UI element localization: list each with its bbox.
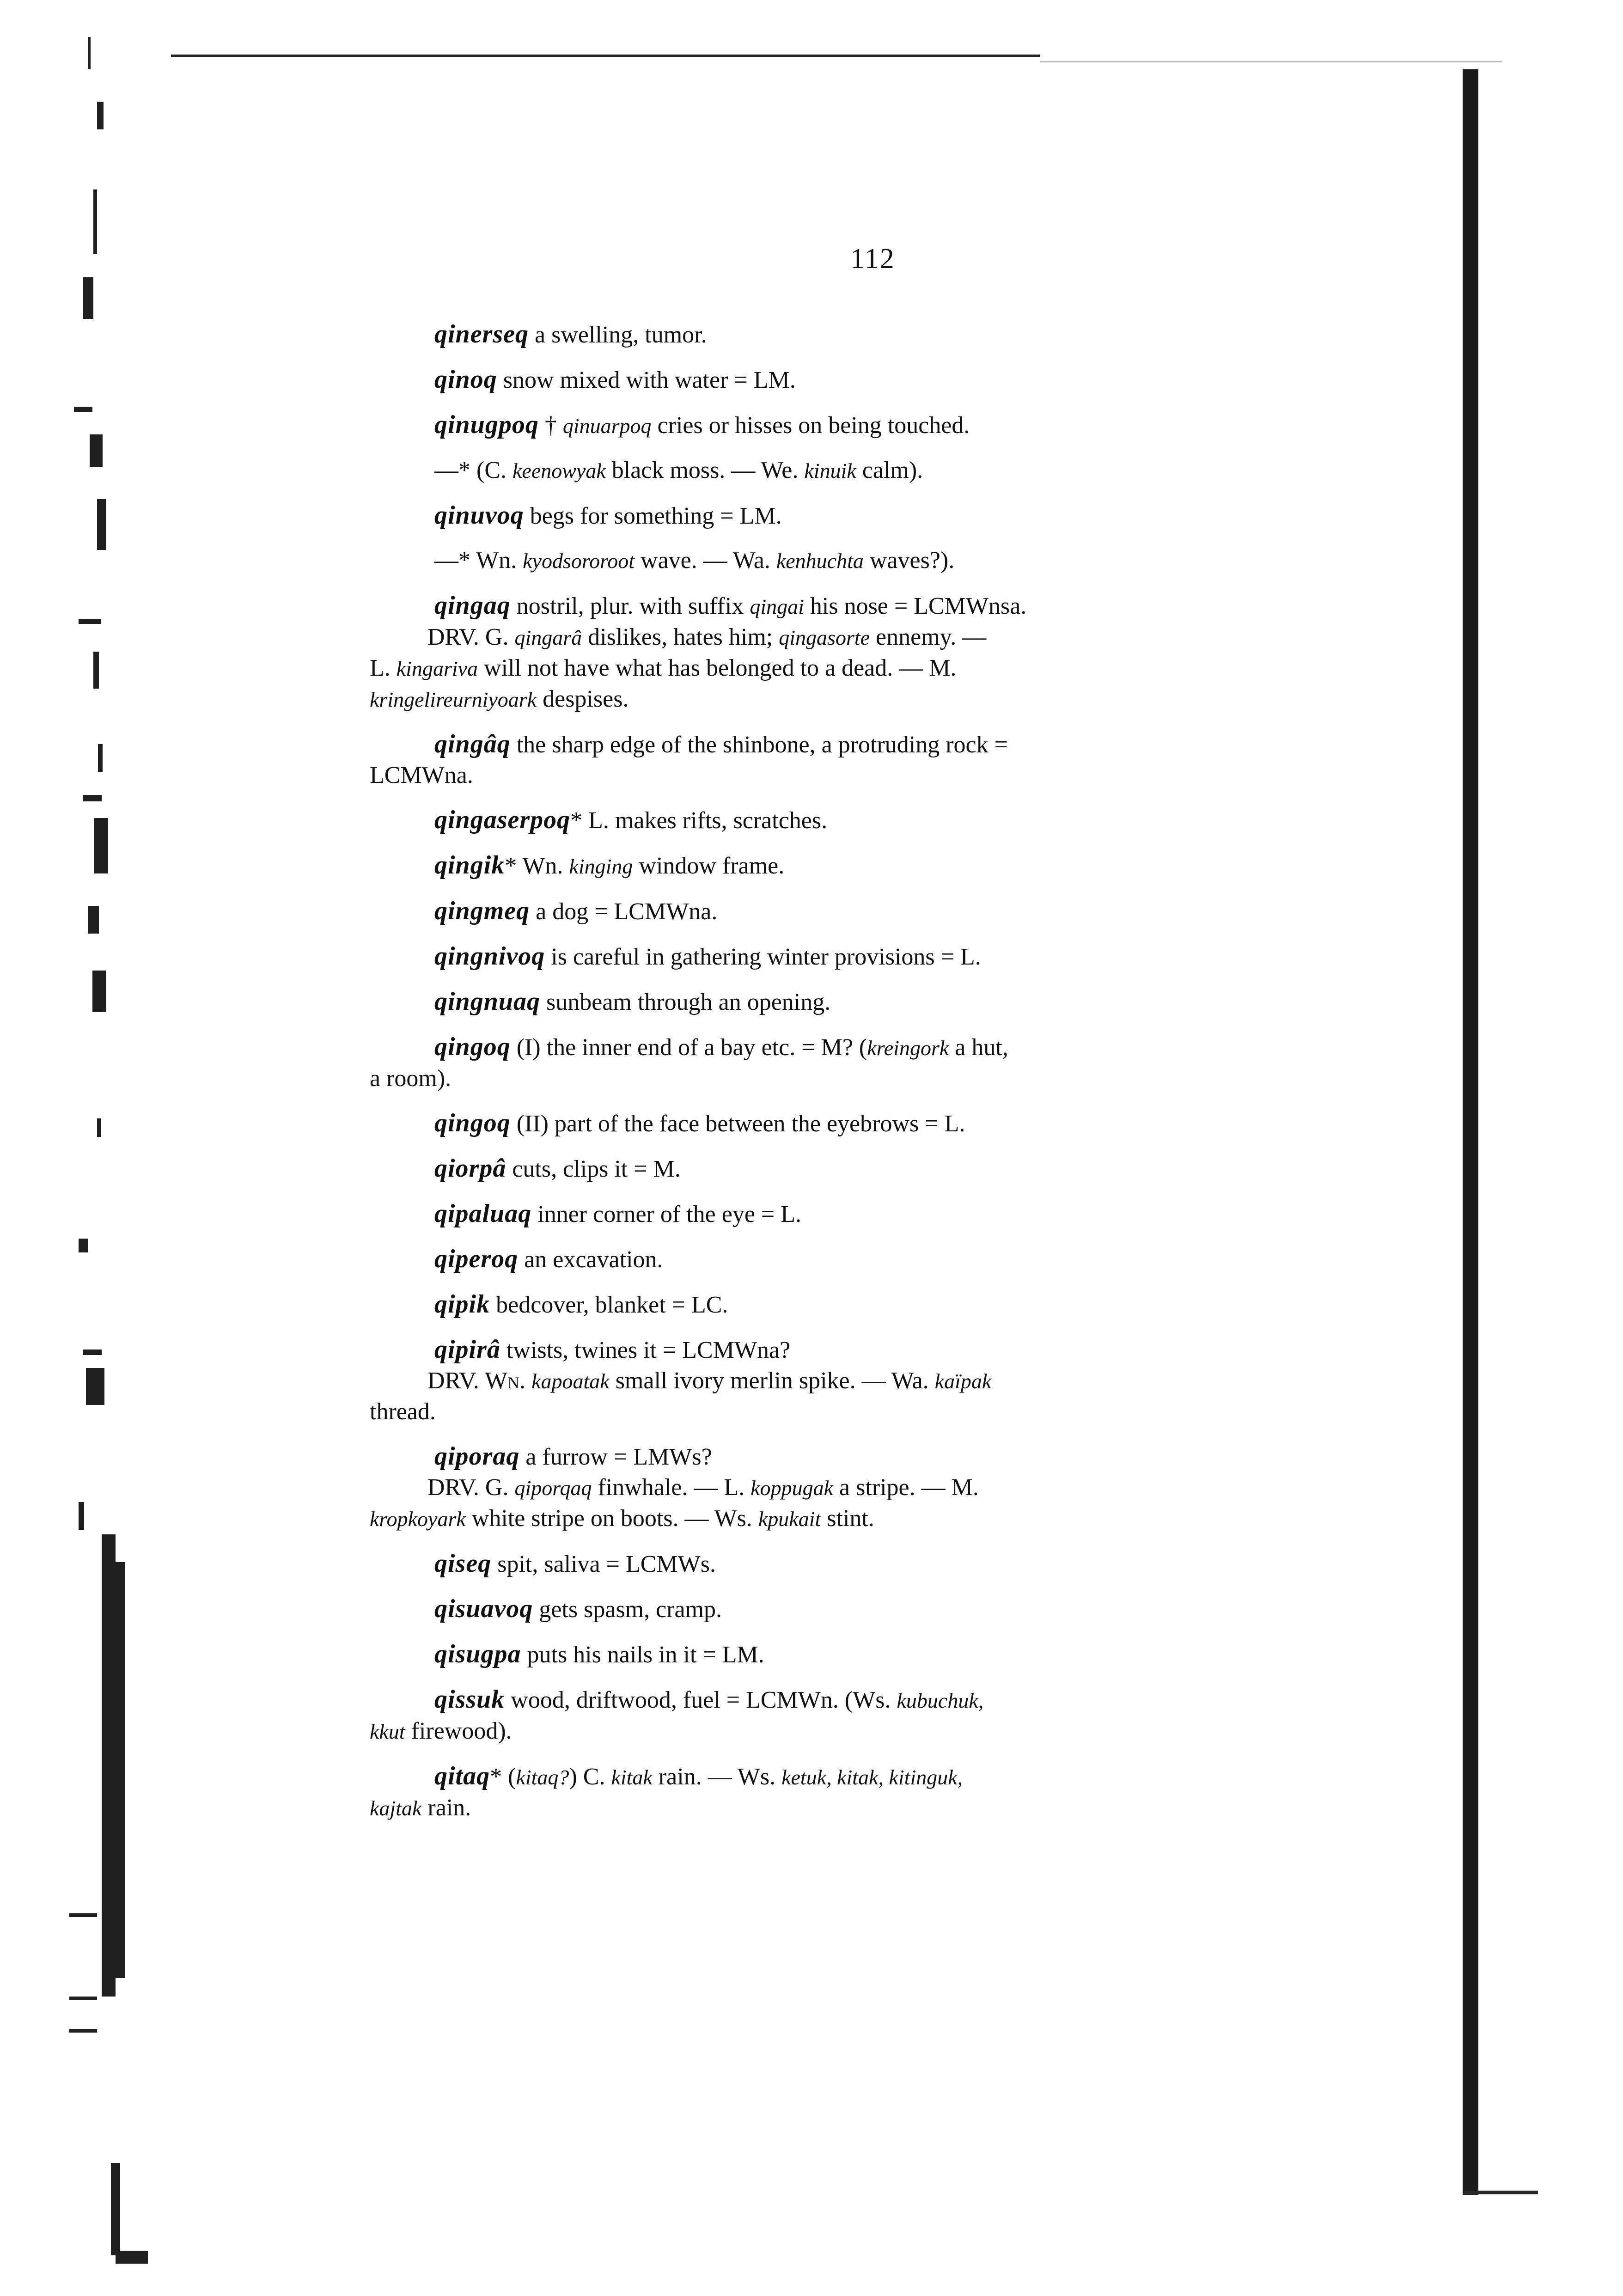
scan-noise-mark <box>97 102 104 129</box>
scan-noise-mark <box>93 652 99 689</box>
scan-right-edge-bar <box>1463 69 1478 2195</box>
derivation-text: DRV. G. <box>427 1474 515 1501</box>
note-text: waves?). <box>863 547 955 574</box>
dictionary-entry <box>434 1639 1322 1670</box>
dictionary-entry <box>434 1108 1322 1139</box>
cognate-form: kkut <box>370 1720 405 1743</box>
cognate-form: ketuk, kitak, kitinguk, <box>781 1765 963 1789</box>
derivation-text: ennemy. — <box>870 624 987 650</box>
scan-noise-mark <box>79 619 101 624</box>
cognate-form: kinging <box>569 855 633 878</box>
scan-noise-mark <box>92 971 106 1012</box>
headword: qingaq <box>434 591 511 620</box>
dictionary-entry <box>434 896 1322 927</box>
definition: nostril, plur. with suffix <box>516 593 750 619</box>
derivation-text: L. <box>370 655 397 681</box>
cognate-form: kenhuchta <box>776 549 864 573</box>
variant-form: kitaq? <box>516 1765 569 1789</box>
cognate-form: kubuchuk, <box>897 1689 984 1712</box>
scan-noise-mark <box>88 37 91 69</box>
dictionary-entry <box>370 1334 1322 1427</box>
definition: cuts, clips it = M. <box>512 1156 681 1182</box>
dictionary-entry <box>370 1761 1322 1824</box>
definition: (I) the inner end of a bay etc. = M? ( <box>516 1034 867 1061</box>
dictionary-entry <box>370 1684 1322 1747</box>
definition: a hut, <box>949 1034 1008 1061</box>
headword: qingoq <box>434 1032 511 1061</box>
cognate-form: kajtak <box>370 1796 422 1820</box>
scan-bottom-corner-mark <box>1464 2191 1538 2194</box>
scan-noise-mark <box>69 1913 97 1917</box>
definition: his nose = LCMWnsa. <box>804 593 1027 619</box>
scan-noise-mark <box>79 1239 88 1252</box>
dictionary-entry <box>434 1289 1322 1320</box>
scan-noise-mark <box>98 744 103 772</box>
scan-noise-mark <box>93 189 97 254</box>
cognate-form: kitak <box>611 1765 653 1789</box>
headword: qingik <box>434 851 505 879</box>
derivation-form: qingarâ <box>514 626 582 649</box>
dictionary-entry <box>434 805 1322 836</box>
dictionary-entry <box>434 500 1322 531</box>
dictionary-entry <box>434 319 1322 350</box>
scan-noise-mark <box>83 1350 102 1355</box>
headword: qinuvoq <box>434 501 524 530</box>
definition-continued: firewood). <box>405 1718 512 1744</box>
note-text: wave. — Wa. <box>635 547 776 574</box>
scan-top-rule <box>171 55 1040 57</box>
note-mark: * <box>570 807 583 834</box>
dictionary-entry <box>434 1244 1322 1275</box>
scan-left-edge-noise <box>69 37 162 2278</box>
scan-noise-mark <box>74 407 92 412</box>
dictionary-entry <box>434 409 1322 441</box>
definition: the sharp edge of the shinbone, a protruding rock = <box>516 732 1008 758</box>
scan-noise-mark <box>97 499 106 550</box>
scan-noise-mark <box>116 1562 125 1978</box>
definition: Wn. <box>522 853 569 879</box>
definition: an excavation. <box>524 1246 663 1273</box>
definition: wood, driftwood, fuel = LCMWn. (Ws. <box>511 1687 897 1713</box>
definition: gets spasm, cramp. <box>539 1596 722 1623</box>
dictionary-entry <box>434 455 1322 486</box>
derivation-text: small ivory merlin spike. — Wa. <box>609 1368 935 1394</box>
definition: twists, twines it = LCMWna? <box>506 1337 791 1363</box>
headword: qipik <box>434 1290 490 1319</box>
derivation-text: will not have what has belonged to a dead. — M. <box>478 655 957 681</box>
dictionary-entry <box>434 1548 1322 1580</box>
dictionary-entries <box>370 319 1322 1838</box>
derivation-form: kingariva <box>396 657 478 680</box>
derivation-text: dislikes, hates him; <box>582 624 779 650</box>
definition: ) C. <box>569 1764 611 1790</box>
derivation-form: qingasorte <box>779 626 870 649</box>
scan-noise-mark <box>69 2029 97 2033</box>
dictionary-entry <box>370 1441 1322 1534</box>
scan-noise-mark <box>69 1997 97 2000</box>
cognate-form: qingai <box>750 595 804 618</box>
definition: is careful in gathering winter provisions = L. <box>551 944 981 970</box>
cognate-form: kreingork <box>867 1036 949 1060</box>
headword: qiseq <box>434 1549 492 1578</box>
dictionary-entry <box>434 364 1322 396</box>
headword: qiporaq <box>434 1442 520 1471</box>
definition: begs for something = LM. <box>530 503 782 529</box>
definition: (II) part of the face between the eyebrows = L. <box>516 1111 965 1137</box>
headword: qingaserpoq <box>434 806 571 834</box>
definition: rain. — Ws. <box>652 1764 782 1790</box>
headword: qingâq <box>434 730 511 758</box>
note-mark: * <box>505 853 517 879</box>
derivation-form: kapoatak <box>531 1369 610 1393</box>
dictionary-entry <box>434 850 1322 882</box>
definition: spit, saliva = LCMWs. <box>497 1551 716 1577</box>
dictionary-entry <box>370 729 1322 791</box>
dictionary-entry <box>434 545 1322 576</box>
headword: qisugpa <box>434 1640 521 1668</box>
scan-noise-mark <box>83 277 93 319</box>
scan-noise-mark <box>83 795 102 801</box>
definition: a swelling, tumor. <box>535 322 707 348</box>
dictionary-entry <box>434 1198 1322 1230</box>
scan-noise-mark <box>86 1368 104 1405</box>
derivation-text: despises. <box>537 686 629 712</box>
dictionary-entry <box>370 590 1322 715</box>
obsolete-mark: † <box>544 412 557 439</box>
derivation-text: stint. <box>821 1505 874 1532</box>
headword: qiorpâ <box>434 1154 506 1183</box>
definition: bedcover, blanket = LC. <box>496 1292 728 1318</box>
variant-form: qinuarpoq <box>562 414 652 438</box>
definition: ( <box>508 1764 516 1790</box>
headword: qisuavoq <box>434 1594 533 1623</box>
scan-noise-mark <box>111 2163 120 2255</box>
headword: qinerseq <box>434 320 529 348</box>
definition: inner corner of the eye = L. <box>537 1201 801 1227</box>
scan-noise-mark <box>90 434 103 467</box>
headword: qingnivoq <box>434 942 545 971</box>
cognate-form: keenowyak <box>513 459 606 482</box>
note-text: black moss. — We. <box>605 457 805 483</box>
definition: window frame. <box>633 853 785 879</box>
definition-continued: LCMWna. <box>370 762 473 788</box>
scan-top-rule-faint <box>1040 61 1502 62</box>
cognate-form: kyodsororoot <box>523 549 635 573</box>
derivation-text: white stripe on boots. — Ws. <box>465 1505 758 1532</box>
scan-noise-mark <box>116 2251 148 2264</box>
headword: qingmeq <box>434 897 530 925</box>
derivation-form: kropkoyark <box>370 1507 466 1531</box>
definition: snow mixed with water = LM. <box>503 367 796 393</box>
headword: qingnuaq <box>434 987 540 1016</box>
definition: sunbeam through an opening. <box>546 989 831 1015</box>
dictionary-entry <box>370 1032 1322 1094</box>
note-text: calm). <box>856 457 923 483</box>
headword: qipaluaq <box>434 1199 532 1228</box>
definition: L. makes rifts, scratches. <box>588 807 828 834</box>
derivation-form: kaïpak <box>934 1369 992 1393</box>
derivation-form: koppugak <box>750 1476 833 1500</box>
headword: qinugpoq <box>434 410 539 439</box>
scan-noise-mark <box>88 906 99 934</box>
dictionary-entry <box>434 1594 1322 1625</box>
dictionary-entry <box>434 1153 1322 1185</box>
definition: a furrow = LMWs? <box>525 1444 712 1470</box>
derivation-form: qiporqaq <box>514 1476 592 1500</box>
derivation-text: DRV. G. <box>427 624 515 650</box>
headword: qissuk <box>434 1685 505 1714</box>
headword: qingoq <box>434 1109 511 1137</box>
derivation-form: kpukait <box>758 1507 821 1531</box>
cognate-form: kinuik <box>804 459 856 482</box>
definition: a dog = LCMWna. <box>536 898 718 925</box>
note-text: —* Wn. <box>434 547 523 574</box>
dictionary-entry <box>434 986 1322 1018</box>
derivation-text: thread. <box>370 1398 436 1425</box>
derivation-text: finwhale. — L. <box>592 1474 751 1501</box>
page-number: 112 <box>850 243 895 275</box>
headword: qinoq <box>434 365 497 394</box>
scan-noise-mark <box>97 1118 101 1137</box>
scan-noise-mark <box>94 818 108 873</box>
scan-noise-mark <box>79 1502 84 1530</box>
headword: qiperoq <box>434 1245 519 1273</box>
scan-noise-mark <box>102 1534 116 1997</box>
note-mark: * <box>490 1764 502 1790</box>
headword: qipirâ <box>434 1335 500 1364</box>
headword: qitaq <box>434 1762 490 1790</box>
definition-continued: rain. <box>421 1795 471 1821</box>
derivation-text: DRV. Wn. <box>427 1368 532 1394</box>
derivation-text: a stripe. — M. <box>833 1474 979 1501</box>
dictionary-entry <box>434 941 1322 972</box>
derivation-form: kringelireurniyoark <box>370 688 537 711</box>
definition: cries or hisses on being touched. <box>657 412 970 439</box>
definition-continued: a room). <box>370 1065 452 1092</box>
note-text: —* (C. <box>434 457 513 483</box>
definition: puts his nails in it = LM. <box>527 1642 764 1668</box>
